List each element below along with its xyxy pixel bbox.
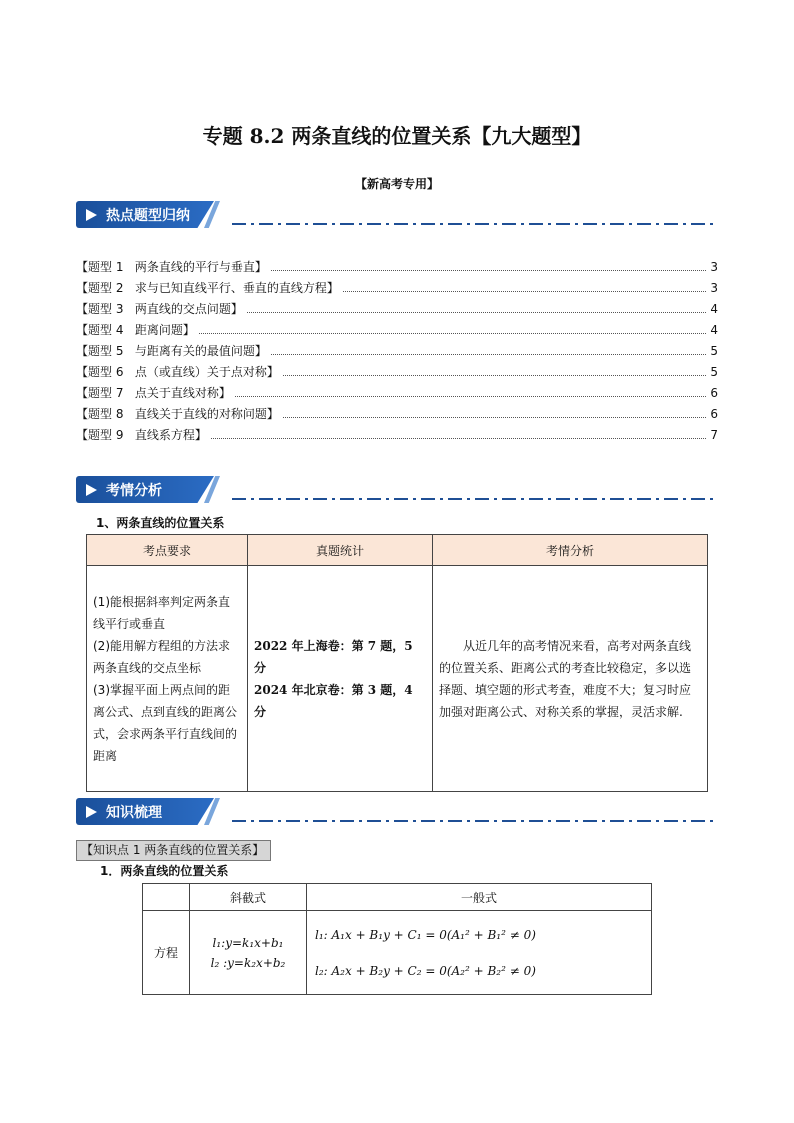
row-label: 方程 <box>143 911 190 995</box>
table-header: 真题统计 <box>248 535 433 566</box>
equation-l2-general: l₂: A₂x + B₂y + C₂ = 0(A₂² + B₂² ≠ 0) <box>315 963 536 978</box>
play-arrow-icon <box>86 484 97 496</box>
requirement-item: (1)能根据斜率判定两条直线平行或垂直 <box>93 594 230 631</box>
dash-divider <box>232 223 718 225</box>
table-of-contents <box>76 258 718 447</box>
toc-item[interactable]: 【题型 1 两条直线的平行与垂直】 3 <box>76 260 718 274</box>
section-banner-hot <box>76 201 226 228</box>
equation-l1-general: l₁: A₁x + B₁y + C₁ = 0(A₁² + B₁² ≠ 0) <box>315 927 536 942</box>
toc-item[interactable]: 【题型 9 直线系方程】 7 <box>76 428 718 442</box>
analysis-cell: 从近几年的高考情况来看，高考对两条直线的位置关系、距离公式的考查比较稳定，多以选择题、填空题的形式考查，难度不大；复习时应加强对距离公式、对称关系的掌握，灵活求解. <box>433 566 708 792</box>
equation-l1: l₁:y=k₁x+b₁ <box>212 935 284 950</box>
table-header: 考点要求 <box>87 535 248 566</box>
table-header: 一般式 <box>307 884 652 911</box>
stats-cell <box>248 566 433 792</box>
table-header: 斜截式 <box>190 884 307 911</box>
exam-analysis-table <box>86 534 708 792</box>
table-header: 考情分析 <box>433 535 708 566</box>
requirements-cell <box>87 566 248 792</box>
section-banner-analysis <box>76 476 226 503</box>
table-header <box>143 884 190 911</box>
stat-item: 2024 年北京卷：第 3 题，4 分 <box>254 682 413 719</box>
toc-item[interactable]: 【题型 7 点关于直线对称】 6 <box>76 386 718 400</box>
slope-form-cell <box>190 911 307 995</box>
analysis-heading: 1、两条直线的位置关系 <box>96 516 225 530</box>
toc-item[interactable]: 【题型 6 点（或直线）关于点对称】 5 <box>76 365 718 379</box>
knowledge-heading: 1．两条直线的位置关系 <box>100 864 229 878</box>
banner-label: 热点题型归纳 <box>106 208 190 224</box>
dash-divider <box>232 820 718 822</box>
dash-divider <box>232 498 718 500</box>
requirement-item: (2)能用解方程组的方法求两条直线的交点坐标 <box>93 638 230 675</box>
page-subtitle: 【新高考专用】 <box>354 177 439 191</box>
banner-label: 考情分析 <box>106 483 162 499</box>
play-arrow-icon <box>86 209 97 221</box>
toc-item[interactable]: 【题型 2 求与已知直线平行、垂直的直线方程】 3 <box>76 281 718 295</box>
play-arrow-icon <box>86 806 97 818</box>
section-banner-knowledge <box>76 798 226 825</box>
stat-item: 2022 年上海卷：第 7 题，5 分 <box>254 638 413 675</box>
toc-item[interactable]: 【题型 3 两直线的交点问题】 4 <box>76 302 718 316</box>
equation-l2: l₂ :y=k₂x+b₂ <box>210 955 286 970</box>
banner-label: 知识梳理 <box>106 805 162 821</box>
general-form-cell <box>307 911 652 995</box>
toc-item[interactable]: 【题型 5 与距离有关的最值问题】 5 <box>76 344 718 358</box>
toc-item[interactable]: 【题型 8 直线关于直线的对称问题】 6 <box>76 407 718 421</box>
knowledge-point-tag: 【知识点 1 两条直线的位置关系】 <box>76 840 271 861</box>
requirement-item: (3)掌握平面上两点间的距离公式、点到直线的距离公式，会求两条平行直线间的距离 <box>93 682 238 763</box>
line-equation-table <box>142 883 652 995</box>
page-title: 专题 8.2 两条直线的位置关系【九大题型】 <box>202 124 592 148</box>
toc-item[interactable]: 【题型 4 距离问题】 4 <box>76 323 718 337</box>
